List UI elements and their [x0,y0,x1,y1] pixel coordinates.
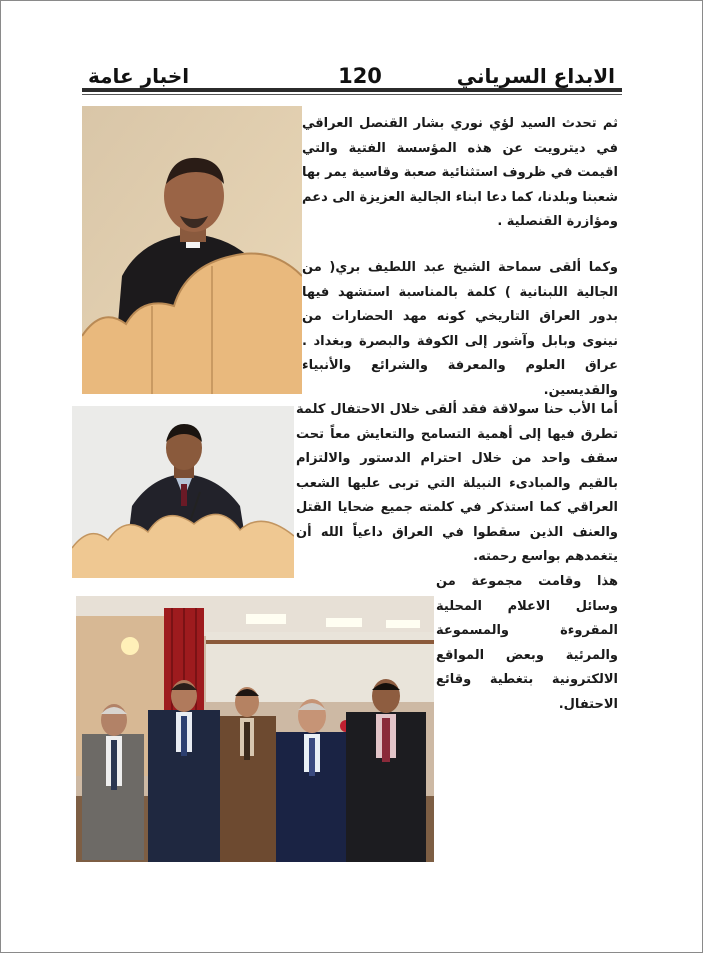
article-paragraph-4: هذا وقامت مجموعة من وسائل الاعلام المحلية المقروءة والمسموعة والمرئية وبعض المواقع الالكترونية بتغطية وقائع الاحتفال. [436,574,618,712]
magazine-title: الابداع السرياني [456,64,615,88]
photo-priest-at-lectern [82,106,302,394]
page-number: 120 [338,64,382,88]
article-paragraph-1: ثم تحدث السيد لؤي نوري بشار القنصل العراقي في ديترويت عن هذه المؤسسة الفتية والتي اقيمت في ظروف استثنائية صعبة وقاسية يمر بها شعبنا وبلدنا، كما دعا ابناء الجالية العزيزة الى دعم ومؤازرة القنصلية . [302,116,618,229]
header-rule [82,88,622,92]
header-rule-thin [82,94,622,95]
section-title: اخبار عامة [88,64,190,88]
photo-group-of-five-men [76,596,434,862]
article-paragraph-2: وكما ألقى سماحة الشيخ عبد اللطيف بري( من الجالية اللبنانية ) كلمة بالمناسبة استشهد فيها بدور العراق التاريخي كونه مهد الحضارات من نينوى وبابل وآشور إلى الكوفة والبصرة وبغداد . عراق العلوم والمعرفة والشرائع والأنبياء والقديسين. [302,260,618,398]
photo-speaker-at-lectern [72,406,294,578]
article-paragraph-3: أما الأب حنا سولاقة فقد ألقى خلال الاحتفال كلمة تطرق فيها إلى أهمية التسامح والتعايش معاً تحت سقف واحد من خلال احترام الدستور والالتزام بالقيم والمبادىء النبيلة التي تربى عليها الشعب العراقي كما استذكر في كلمته جميع ضحايا القتل والعنف الذين سقطوا في العراق داعياً الله أن يتغمدهم بواسع رحمته. [296,402,618,564]
